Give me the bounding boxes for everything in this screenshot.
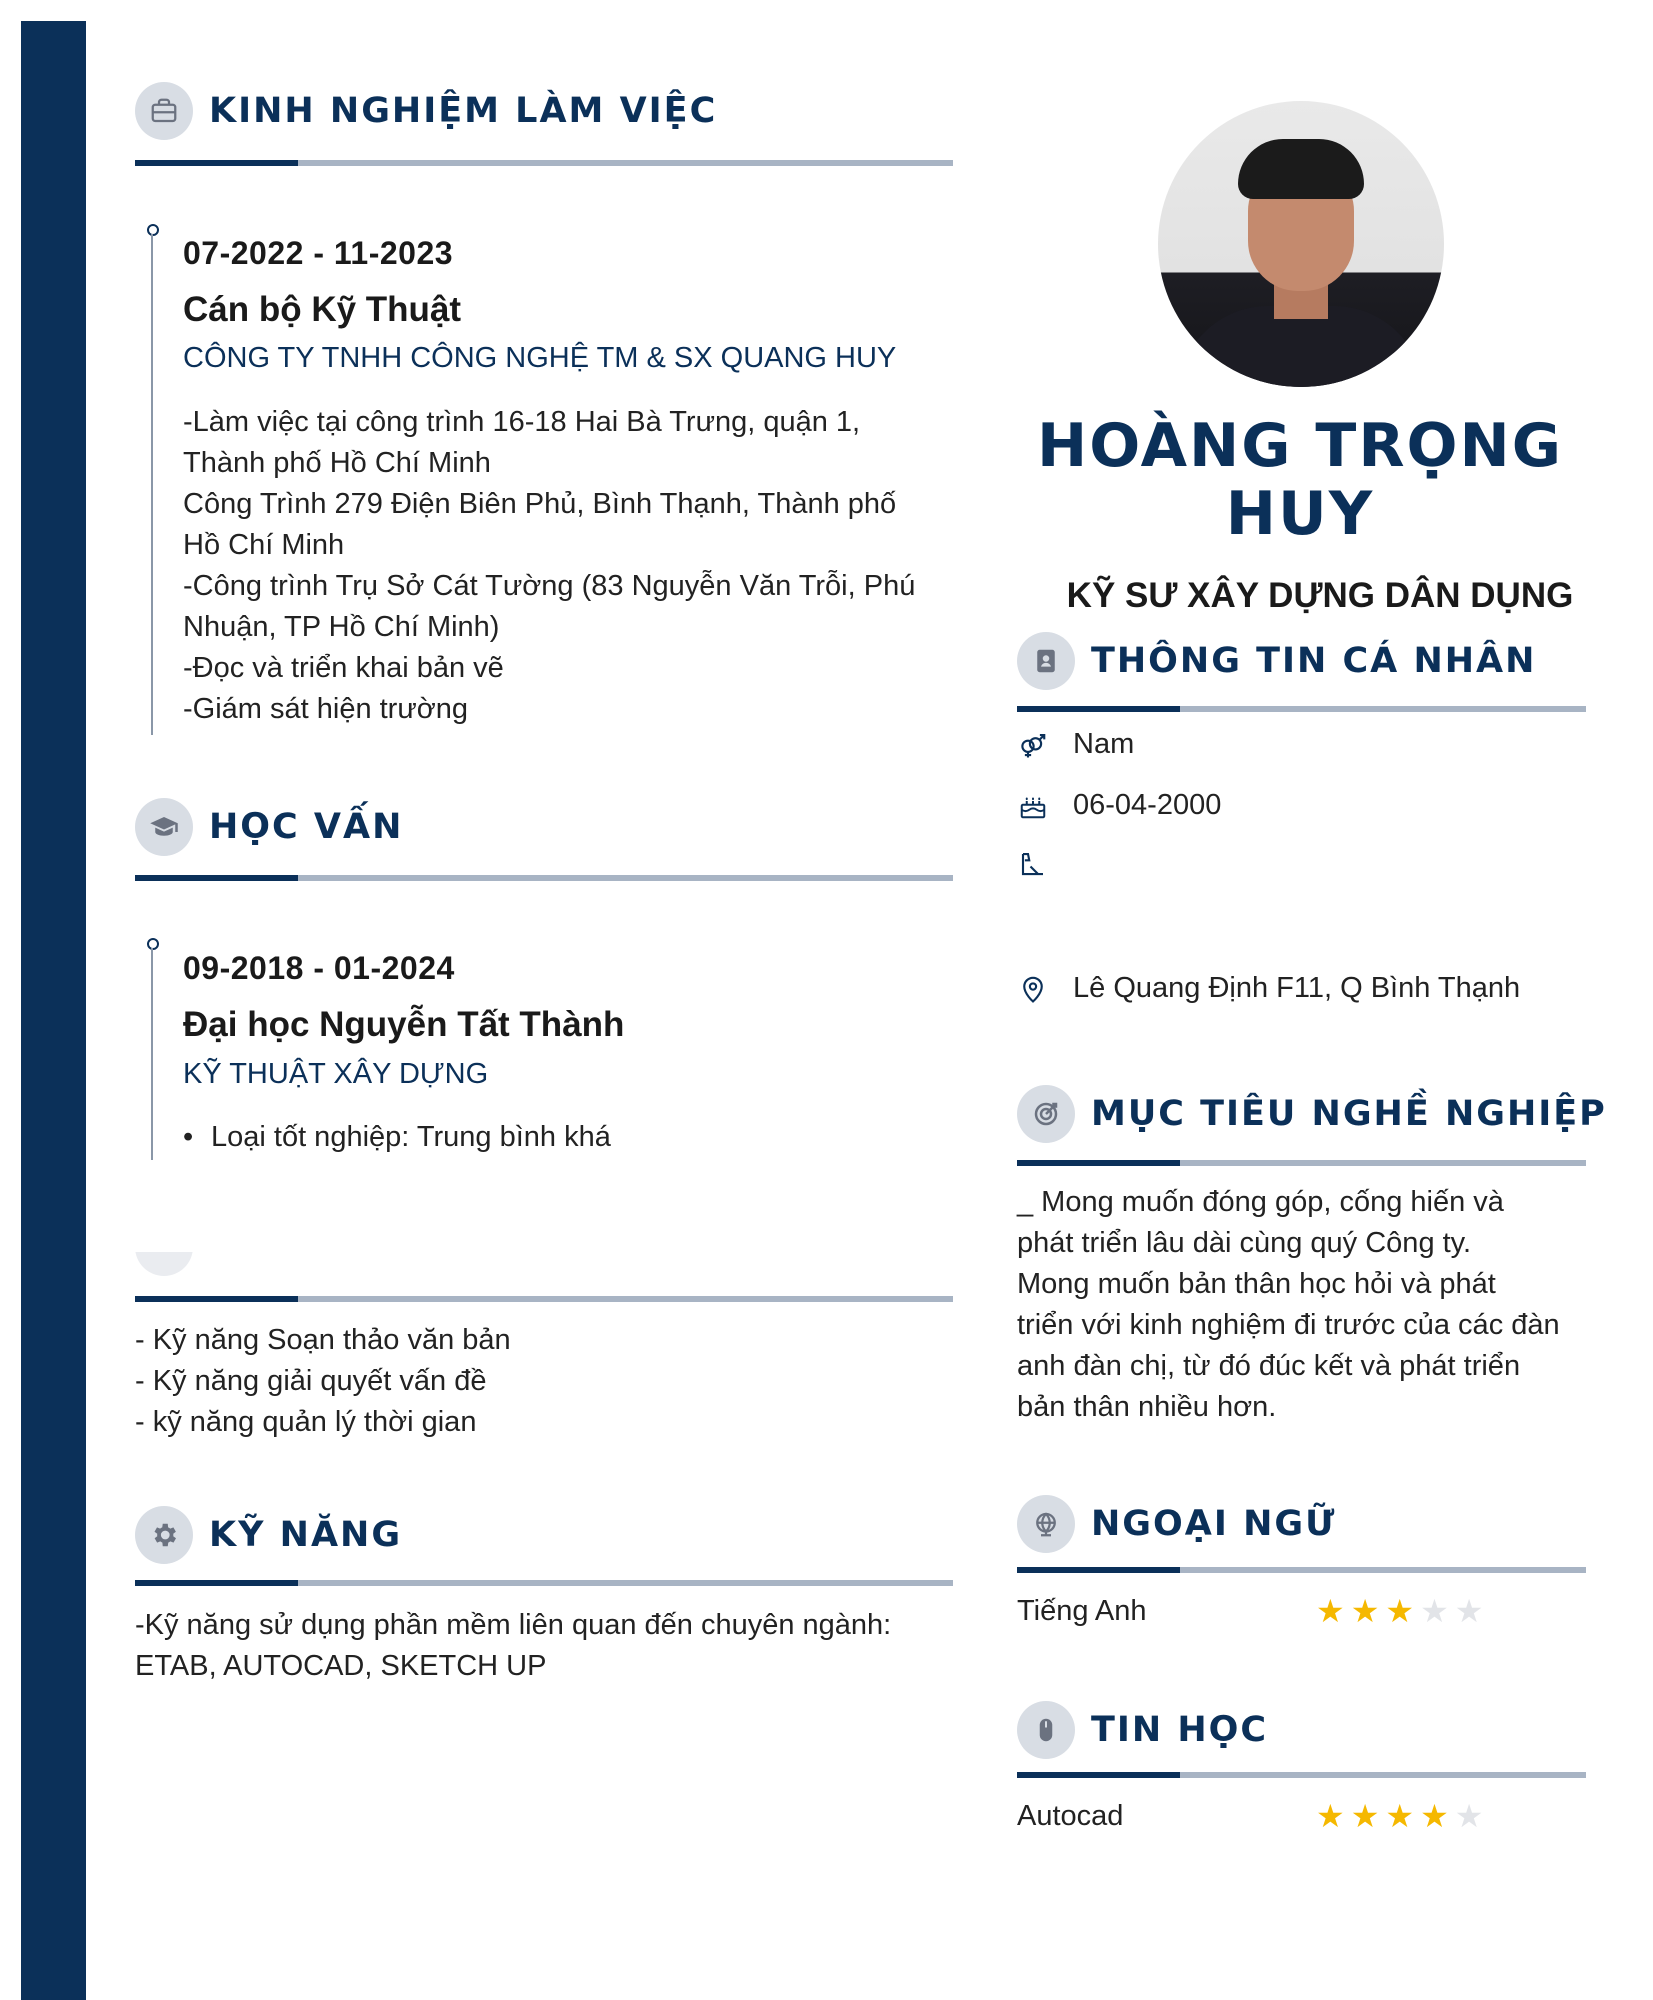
star-filled-icon: ★ <box>1316 1798 1351 1834</box>
computer-rule <box>1017 1772 1586 1778</box>
bullet-dot: • <box>183 1121 194 1153</box>
language-row <box>1017 1595 1147 1628</box>
soft-skills-mask <box>110 1190 970 1252</box>
soft-skill-item: - Kỹ năng giải quyết vấn đề <box>135 1365 487 1397</box>
star-filled-icon: ★ <box>1385 1593 1421 1629</box>
objective-line: bản thân nhiều hơn. <box>1017 1391 1277 1423</box>
objective-line: phát triển lâu dài cùng quý Công ty. <box>1017 1227 1472 1259</box>
target-icon <box>1017 1085 1075 1143</box>
experience-line: -Đọc và triển khai bản vẽ <box>183 652 504 684</box>
mouse-icon <box>1017 1701 1075 1759</box>
graduation-cap-icon <box>135 798 193 856</box>
skills-header <box>135 1506 402 1564</box>
contact-card-icon <box>1017 632 1075 690</box>
section-title-personal: THÔNG TIN CÁ NHÂN <box>1091 641 1537 681</box>
section-title-languages: NGOẠI NGỮ <box>1091 1504 1337 1544</box>
experience-date: 07-2022 - 11-2023 <box>183 235 454 271</box>
section-title-education: HỌC VẤN <box>209 807 404 847</box>
globe-icon <box>1017 1495 1075 1553</box>
experience-rule <box>135 160 953 166</box>
gear-icon <box>135 1506 193 1564</box>
soft-skill-item: - kỹ năng quản lý thời gian <box>135 1406 477 1438</box>
full-name <box>1030 412 1570 548</box>
computer-header <box>1017 1701 1268 1759</box>
objective-header <box>1017 1085 1607 1143</box>
objective-line: triển với kinh nghiệm đi trước của các đàn <box>1017 1309 1560 1341</box>
education-school: Đại học Nguyễn Tất Thành <box>183 1005 625 1044</box>
phone-row <box>1017 848 1073 880</box>
star-empty-icon: ★ <box>1454 1798 1490 1834</box>
soft-skills-rule <box>135 1296 953 1302</box>
map-pin-icon <box>1017 973 1049 1005</box>
experience-line: Thành phố Hồ Chí Minh <box>183 447 491 479</box>
gender-row <box>1017 728 1134 761</box>
objective-rule <box>1017 1160 1586 1166</box>
education-bullet <box>183 1117 611 1158</box>
skills-line: ETAB, AUTOCAD, SKETCH UP <box>135 1650 547 1682</box>
experience-line: -Giám sát hiện trường <box>183 693 469 725</box>
address-value: Lê Quang Định F11, Q Bình Thạnh <box>1073 972 1521 1004</box>
section-title-skills: KỸ NĂNG <box>209 1515 403 1555</box>
experience-line: -Công trình Trụ Sở Cát Tường (83 Nguyễn Văn Trỗi, Phú <box>183 570 916 602</box>
experience-company: CÔNG TY TNHH CÔNG NGHỆ TM & SX QUANG HUY <box>183 342 897 374</box>
personal-header <box>1017 632 1536 690</box>
languages-header <box>1017 1495 1336 1553</box>
education-major: KỸ THUẬT XÂY DỰNG <box>183 1058 489 1090</box>
profile-photo <box>1158 101 1444 387</box>
experience-line: Nhuận, TP Hồ Chí Minh) <box>183 611 500 643</box>
timeline-dot <box>147 938 159 950</box>
star-filled-icon: ★ <box>1350 1593 1386 1629</box>
timeline-line <box>151 948 153 1160</box>
address-row <box>1017 972 1520 1005</box>
birthday-value: 06-04-2000 <box>1073 789 1222 821</box>
computer-skill-row <box>1017 1800 1123 1833</box>
education-header <box>135 798 403 856</box>
name-line: HUY <box>1225 479 1375 549</box>
experience-description <box>183 402 915 730</box>
name-line: HOÀNG TRỌNG <box>1037 411 1563 481</box>
briefcase-icon <box>135 82 193 140</box>
objective-line: _ Mong muốn đóng góp, cống hiến và <box>1017 1186 1504 1218</box>
section-title-objective: MỤC TIÊU NGHỀ NGHIỆP <box>1091 1094 1607 1134</box>
skills-rule <box>135 1580 953 1586</box>
job-title: KỸ SƯ XÂY DỰNG DÂN DỤNG <box>1066 576 1574 615</box>
gender-icon <box>1017 729 1049 761</box>
soft-skills-list <box>135 1320 511 1443</box>
phone-icon <box>1017 848 1049 880</box>
gender-value: Nam <box>1073 728 1135 760</box>
section-title-experience: KINH NGHIỆM LÀM VIỆC <box>209 91 718 131</box>
star-empty-icon: ★ <box>1454 1593 1490 1629</box>
birthday-cake-icon <box>1017 790 1049 822</box>
star-filled-icon: ★ <box>1316 1593 1351 1629</box>
computer-skill-rating <box>1316 1797 1489 1835</box>
language-rating <box>1316 1592 1489 1630</box>
timeline-dot <box>147 224 159 236</box>
objective-line: anh đàn chị, từ đó đúc kết và phát triển <box>1017 1350 1521 1382</box>
computer-skill-name: Autocad <box>1017 1800 1124 1832</box>
section-title-computer: TIN HỌC <box>1091 1710 1269 1750</box>
star-filled-icon: ★ <box>1350 1798 1386 1834</box>
experience-header <box>135 82 717 140</box>
objective-text <box>1017 1182 1560 1428</box>
objective-line: Mong muốn bản thân học hỏi và phát <box>1017 1268 1496 1300</box>
skills-line: -Kỹ năng sử dụng phần mềm liên quan đến chuyên ngành: <box>135 1609 892 1641</box>
experience-line: Hồ Chí Minh <box>183 529 345 561</box>
languages-rule <box>1017 1567 1586 1573</box>
education-rule <box>135 875 953 881</box>
star-empty-icon: ★ <box>1420 1593 1455 1629</box>
education-date: 09-2018 - 01-2024 <box>183 950 455 986</box>
language-name: Tiếng Anh <box>1017 1595 1147 1627</box>
personal-rule <box>1017 706 1586 712</box>
timeline-line <box>151 234 153 735</box>
experience-line: Công Trình 279 Điện Biên Phủ, Bình Thạnh, Thành phố <box>183 488 897 520</box>
experience-role: Cán bộ Kỹ Thuật <box>183 290 462 329</box>
experience-line: -Làm việc tại công trình 16-18 Hai Bà Trưng, quận 1, <box>183 406 861 438</box>
star-filled-icon: ★ <box>1385 1798 1421 1834</box>
skills-text <box>135 1605 891 1687</box>
left-accent-bar <box>21 21 86 2000</box>
education-bullet-text: Loại tốt nghiệp: Trung bình khá <box>211 1121 611 1153</box>
star-filled-icon: ★ <box>1420 1798 1455 1834</box>
soft-skill-item: - Kỹ năng Soạn thảo văn bản <box>135 1324 511 1356</box>
birthday-row <box>1017 789 1221 822</box>
